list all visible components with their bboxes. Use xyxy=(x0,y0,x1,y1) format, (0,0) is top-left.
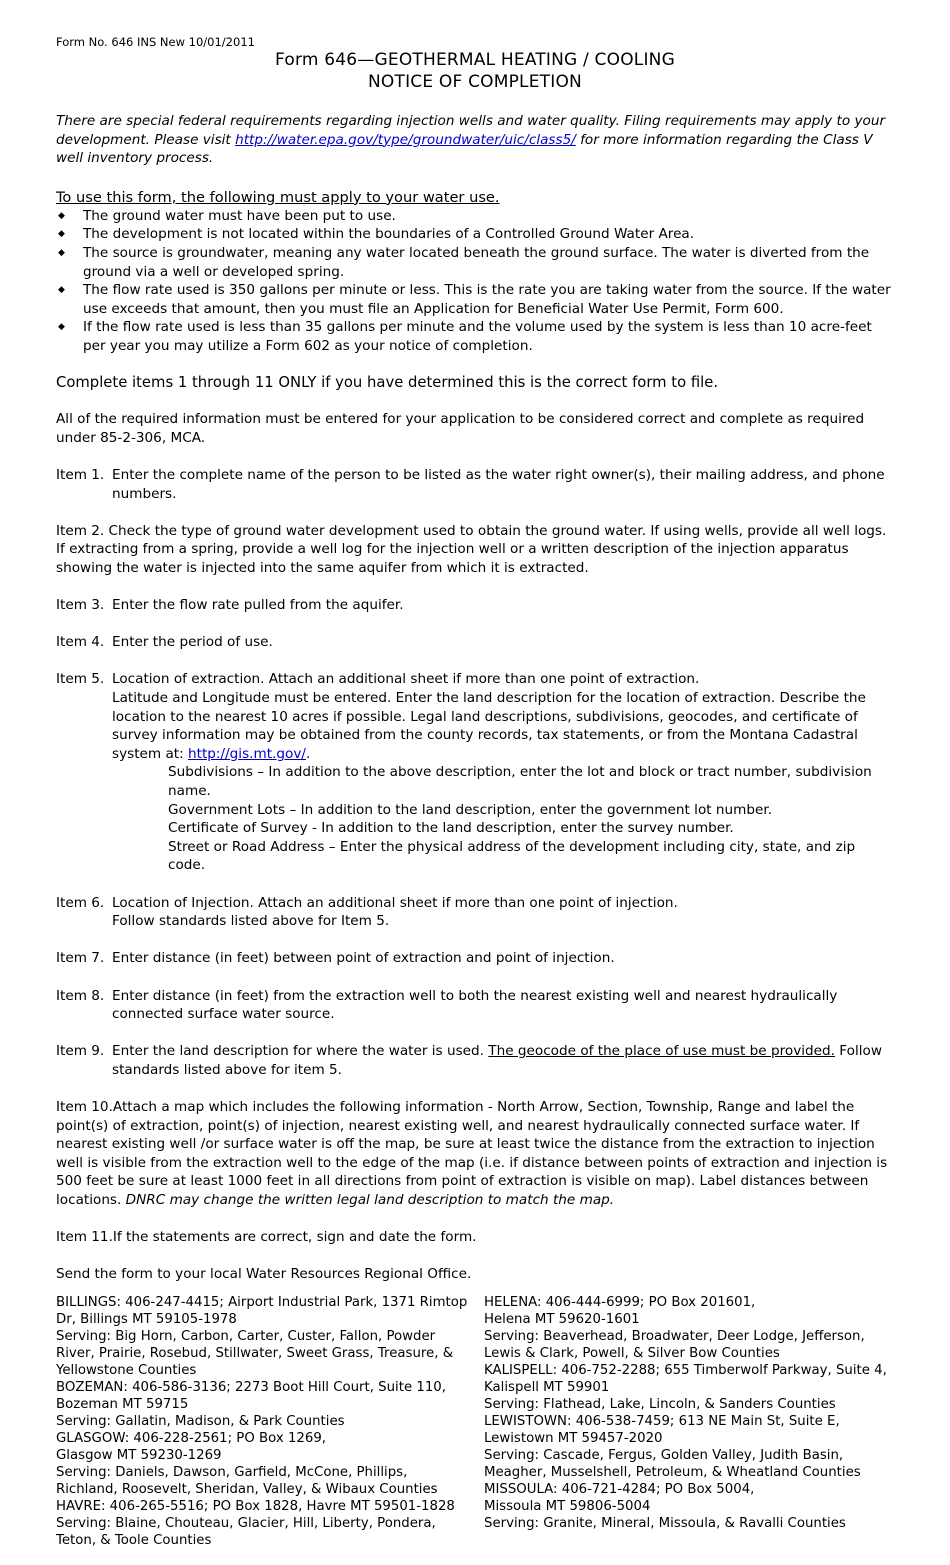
sub-instruction: Subdivisions – In addition to the above description, enter the lot and block or tract number, subdivision name. xyxy=(168,764,872,799)
offices-right-column xyxy=(484,1294,896,1549)
item-6: Item 6. Location of Injection. Attach an additional sheet if more than one point of injection. Follow standards listed above for Item 5. xyxy=(56,894,678,930)
item-2: Item 2. Check the type of ground water development used to obtain the ground water. If using wells, provide all well logs. If extracting from a spring, provide a well log for the injection well or a written description of the injection apparatus showing the water is injected into the same aquifer from which it is extracted. xyxy=(56,522,887,576)
office-entry: Helena MT 59620-1601 xyxy=(484,1312,640,1328)
office-entry: BILLINGS: 406-247-4415; Airport Industrial Park, 1371 Rimtop Dr, Billings MT 59105-1978 xyxy=(56,1295,468,1328)
form-instructions xyxy=(56,112,894,1549)
sub-instruction: Government Lots – In addition to the land description, enter the government lot number. xyxy=(168,801,773,818)
office-entry: BOZEMAN: 406-586-3136; 2273 Boot Hill Court, Suite 110, Bozeman MT 59715 xyxy=(56,1380,446,1413)
list-item: ◆ The source is groundwater, meaning any water located beneath the ground surface. The water is diverted from the ground via a well or developed spring. xyxy=(56,244,894,281)
form-title: Form 646—GEOTHERMAL HEATING / COOLING xyxy=(275,50,675,70)
list-item: ◆ The development is not located within the boundaries of a Controlled Ground Water Area. xyxy=(56,225,894,244)
office-serving: Serving: Cascade, Fergus, Golden Valley, Judith Basin, Meagher, Musselshell, Petroleum, & Wheatland Counties xyxy=(484,1448,861,1481)
form-subtitle: NOTICE OF COMPLETION xyxy=(368,72,582,92)
requirements-heading: To use this form, the following must apply to your water use. xyxy=(56,188,500,206)
office-entry: HAVRE: 406-265-5516; PO Box 1828, Havre MT 59501-1828 xyxy=(56,1499,455,1515)
list-item: ◆ The flow rate used is 350 gallons per minute or less. This is the rate you are taking water from the source. If the water use exceeds that amount, then you must file an Application for Beneficial Water Use Permit, Form 600. xyxy=(56,281,894,318)
complete-items-note: Complete items 1 through 11 ONLY if you have determined this is the correct form to file. xyxy=(56,373,719,391)
requirements-list xyxy=(56,207,894,356)
required-info-note: All of the required information must be entered for your application to be considered correct and complete as required under 85-2-306, MCA. xyxy=(56,411,865,446)
cadastral-link[interactable]: http://gis.mt.gov/ xyxy=(188,745,306,762)
epa-link[interactable]: http://water.epa.gov/type/groundwater/uic/class5/ xyxy=(235,131,576,148)
geocode-requirement: The geocode of the place of use must be provided. xyxy=(488,1043,835,1060)
item-7: Item 7. Enter distance (in feet) between point of extraction and point of injection. xyxy=(56,950,615,967)
office-entry: MISSOULA: 406-721-4284; PO Box 5004, xyxy=(484,1482,755,1498)
item-1: Item 1. Enter the complete name of the person to be listed as the water right owner(s), their mailing address, and phone numbers. xyxy=(56,466,885,502)
sub-instruction: Street or Road Address – Enter the physical address of the development including city, state, and zip code. xyxy=(168,838,856,874)
offices-left-column xyxy=(56,1294,472,1549)
item-3: Item 3. Enter the flow rate pulled from the aquifer. xyxy=(56,597,404,614)
item-8: Item 8. Enter distance (in feet) from the extraction well to both the nearest existing well and nearest hydraulically connected surface water source. xyxy=(56,987,838,1023)
office-serving: Serving: Granite, Mineral, Missoula, & Ravalli Counties xyxy=(484,1516,846,1532)
office-serving: Serving: Blaine, Chouteau, Glacier, Hill, Liberty, Pondera, Teton, & Toole Counties xyxy=(56,1516,436,1549)
office-serving: Serving: Daniels, Dawson, Garfield, McCone, Phillips, Richland, Roosevelt, Sheridan, Valley, & Wibaux Counties xyxy=(56,1465,438,1498)
send-instruction: Send the form to your local Water Resources Regional Office. xyxy=(56,1266,472,1283)
office-entry: Glasgow MT 59230-1269 xyxy=(56,1448,222,1464)
form-number: Form No. 646 INS New 10/01/2011 xyxy=(56,35,255,49)
office-serving: Serving: Big Horn, Carbon, Carter, Custer, Fallon, Powder River, Prairie, Rosebud, Stillwater, Sweet Grass, Treasure, & Yellowstone Counties xyxy=(56,1329,454,1379)
list-item: ◆ If the flow rate used is less than 35 gallons per minute and the volume used by the system is less than 10 acre-feet per year you may utilize a Form 602 as your notice of completion. xyxy=(56,318,894,355)
federal-notice: There are special federal requirements regarding injection wells and water quality. Filing requirements may apply to your development. Please visit http://water.epa.gov/type/groundwater/uic/class5/ for more information regarding the Class V well inventory process. xyxy=(56,113,886,167)
regional-offices xyxy=(56,1294,894,1549)
list-item: ◆ The ground water must have been put to use. xyxy=(56,207,894,226)
office-entry: KALISPELL: 406-752-2288; 655 Timberwolf Parkway, Suite 4, Kalispell MT 59901 xyxy=(484,1363,887,1396)
office-serving: Serving: Flathead, Lake, Lincoln, & Sanders Counties xyxy=(484,1397,836,1413)
location-description: Latitude and Longitude must be entered. Enter the land description for the location of extraction. Describe the location to the nearest 10 acres if possible. Legal land descriptions, subdivisions, geocodes, and certificate of survey information may be obtained from the county records, tax statements, or from the Montana Cadastral system at: http://gis.mt.gov/. xyxy=(112,690,866,762)
office-serving: Serving: Gallatin, Madison, & Park Counties xyxy=(56,1414,345,1430)
office-entry: LEWISTOWN: 406-538-7459; 613 NE Main St, Suite E, xyxy=(484,1414,840,1430)
dnrc-note: DNRC may change the written legal land description to match the map. xyxy=(125,1192,615,1209)
office-entry: GLASGOW: 406-228-2561; PO Box 1269, xyxy=(56,1431,327,1447)
item-11: Item 11.If the statements are correct, sign and date the form. xyxy=(56,1229,477,1246)
office-entry: Missoula MT 59806-5004 xyxy=(484,1499,651,1515)
sub-instruction: Certificate of Survey - In addition to the land description, enter the survey number. xyxy=(168,820,734,837)
item-5: Item 5. Location of extraction. Attach an additional sheet if more than one point of extraction. Latitude and Longitude must be entered. Enter the land description for the location of extraction. Describe the location to the nearest 10 acres if possible. Legal land descriptions, subdivisions, geocodes, and certificate of survey information may be obtained from the county records, tax statements, or from the Montana Cadastral system at: http://gis.mt.gov/. Subdivisions – In addition to the above description, enter the lot and block or tract number, subdivision name. Government Lots – In addition to the land description, enter the government lot number. Certificate of Survey - In addition to the land description, enter the survey number. Street or Road Address – Enter the physical address of the development including city, state, and zip code. xyxy=(56,670,894,875)
office-entry: Lewistown MT 59457-2020 xyxy=(484,1431,663,1447)
item-10: Item 10.Attach a map which includes the following information - North Arrow, Section, Township, Range and label the point(s) of extraction, point(s) of injection, nearest existing well, and nearest hydraulically connected surface water. If nearest existing well /or surface water is off the map, be sure at least twice the distance from the extraction to injection well is visible from the extraction well to the edge of the map (i.e. if distance between points of extraction and injection is 500 feet be sure at least 1000 feet in all directions from point of extraction is visible on map). Label distances between locations. DNRC may change the written legal land description to match the map. xyxy=(56,1099,888,1209)
item-4: Item 4. Enter the period of use. xyxy=(56,634,273,651)
item-9: Item 9. Enter the land description for where the water is used. The geocode of the place of use must be provided. Follow standards listed above for item 5. xyxy=(56,1043,882,1078)
office-serving: Serving: Beaverhead, Broadwater, Deer Lodge, Jefferson, Lewis & Clark, Powell, & Silver Bow Counties xyxy=(484,1329,865,1362)
office-entry: HELENA: 406-444-6999; PO Box 201601, xyxy=(484,1295,756,1311)
